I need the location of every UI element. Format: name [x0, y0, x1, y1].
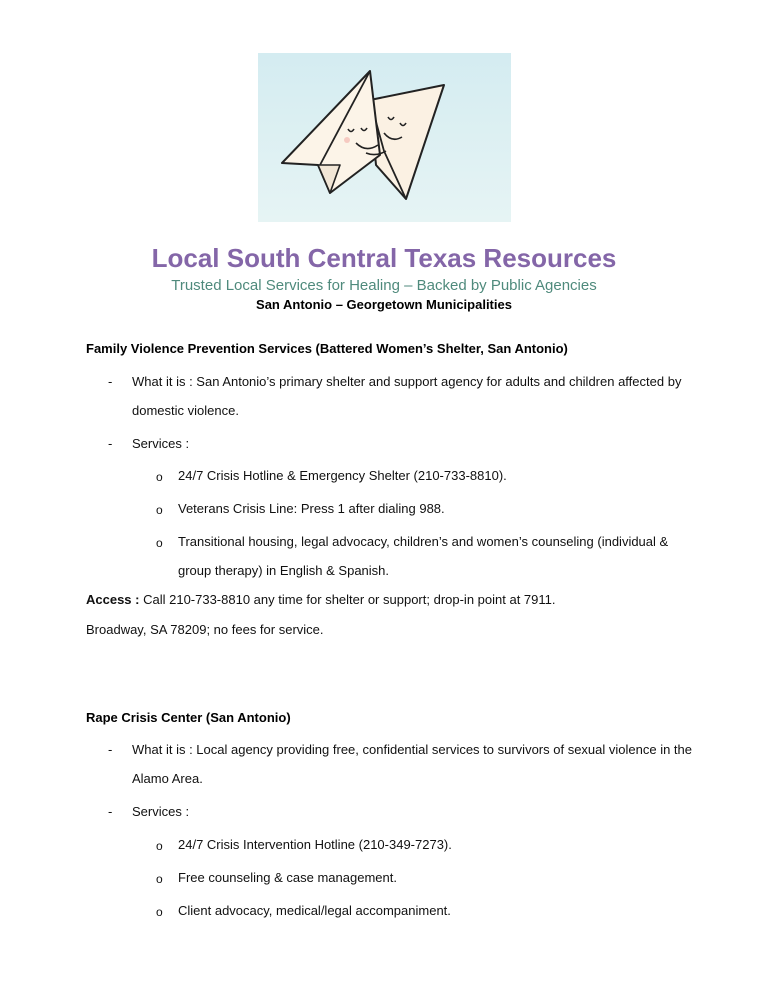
access-text: Call 210-733-8810 any time for shelter or support; drop-in point at 7911. [139, 592, 556, 607]
service-item: Client advocacy, medical/legal accompaniment. [178, 903, 451, 918]
bullet-marker: o [156, 536, 163, 550]
services-label: Services : [132, 436, 190, 451]
dash-marker: - [108, 436, 113, 451]
dash-marker: - [108, 804, 113, 819]
service-item: Transitional housing, legal advocacy, children’s and women’s counseling (individual & [178, 534, 669, 549]
what-it-is-text-cont: domestic violence. [132, 403, 239, 418]
section-heading: Family Violence Prevention Services (Battered Women’s Shelter, San Antonio) [86, 341, 568, 356]
bullet-marker: o [156, 905, 163, 919]
bullet-marker: o [156, 470, 163, 484]
dash-marker: - [108, 742, 113, 757]
bullet-marker: o [156, 839, 163, 853]
section-heading: Rape Crisis Center (San Antonio) [86, 710, 291, 725]
service-item: 24/7 Crisis Hotline & Emergency Shelter (210-733-8810). [178, 468, 507, 483]
what-it-is-text-cont: Alamo Area. [132, 771, 203, 786]
service-item: Veterans Crisis Line: Press 1 after dialing 988. [178, 501, 445, 516]
dash-marker: - [108, 374, 113, 389]
service-item: Free counseling & case management. [178, 870, 397, 885]
access-line [86, 591, 555, 609]
service-item-cont: group therapy) in English & Spanish. [178, 563, 390, 578]
paper-planes-icon [258, 53, 511, 222]
access-label: Access : [86, 592, 140, 607]
access-text-cont: Broadway, SA 78209; no fees for service. [86, 622, 324, 637]
services-label: Services : [132, 804, 190, 819]
what-it-is-text: What it is : Local agency providing free, confidential services to survivors of sexual violence in the [132, 742, 692, 757]
logo-illustration [258, 53, 511, 222]
page-subtitle: Trusted Local Services for Healing – Backed by Public Agencies [171, 277, 597, 294]
bullet-marker: o [156, 872, 163, 886]
municipalities-line: San Antonio – Georgetown Municipalities [256, 297, 512, 312]
service-item: 24/7 Crisis Intervention Hotline (210-349-7273). [178, 837, 452, 852]
page-title: Local South Central Texas Resources [151, 243, 617, 273]
what-it-is-text: What it is : San Antonio’s primary shelter and support agency for adults and children affected by [132, 374, 682, 389]
bullet-marker: o [156, 503, 163, 517]
